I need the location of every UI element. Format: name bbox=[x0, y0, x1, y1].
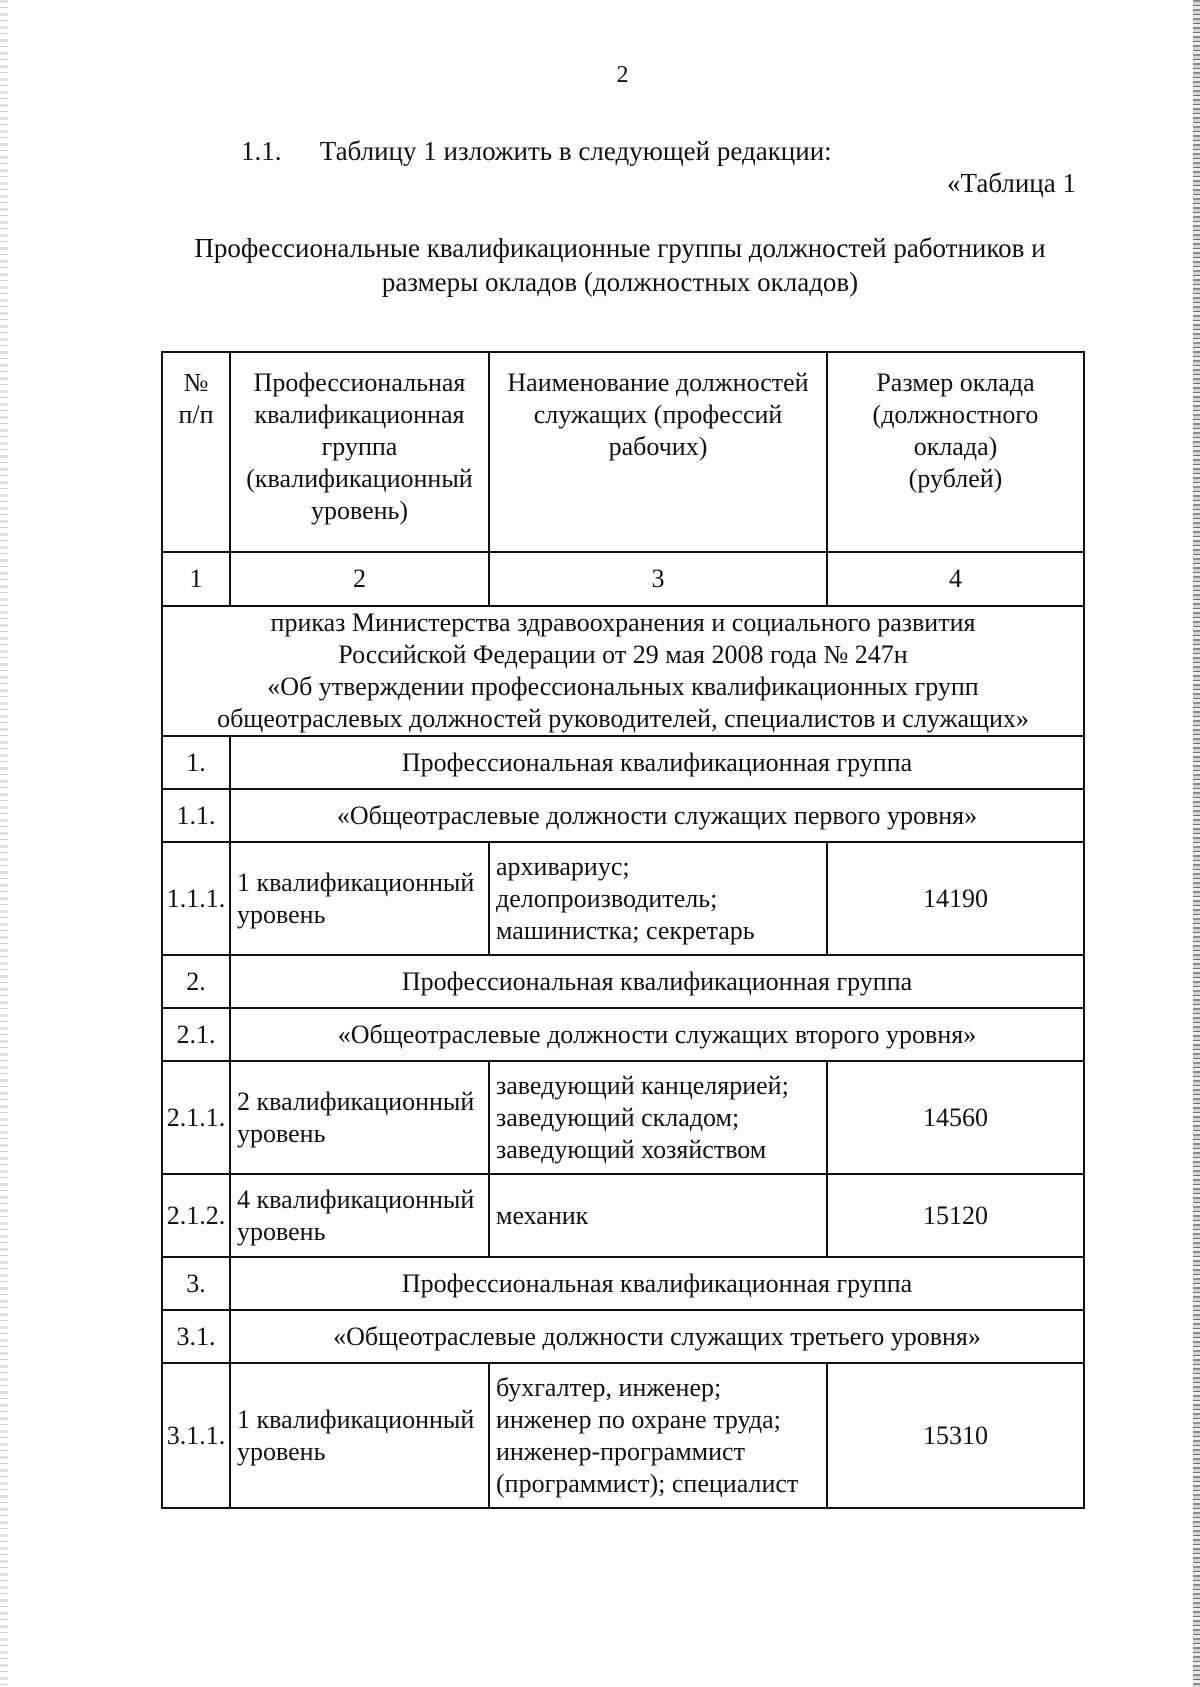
page-number: 2 bbox=[616, 62, 629, 88]
header-qualification-group bbox=[230, 352, 489, 552]
header-group-line-5: уровень) bbox=[310, 496, 409, 525]
section-title-line-4: общеотраслевых должностей руководителей, специалистов и служащих» bbox=[217, 704, 1029, 733]
table-row bbox=[162, 842, 1084, 955]
position-line-2: делопроизводитель; bbox=[496, 883, 718, 913]
document-title-line-2: размеры окладов (должностных окладов) bbox=[381, 267, 859, 297]
group-title: «Общеотраслевые должности служащих третьего уровня» bbox=[230, 1310, 1084, 1363]
qualification-level-line-2: уровень bbox=[237, 1118, 326, 1148]
qualification-level-line-1: 4 квалификационный bbox=[237, 1184, 475, 1214]
section-title-line-2: Российской Федерации от 29 мая 2008 года № 247н bbox=[338, 640, 908, 669]
header-positions-line-3: рабочих) bbox=[608, 432, 708, 461]
instruction-number: 1.1. bbox=[241, 136, 282, 166]
row-number: 2.1.1. bbox=[162, 1061, 230, 1174]
header-group-line-4: (квалификационный bbox=[246, 464, 473, 493]
header-group-line-2: квалификационная bbox=[254, 400, 465, 429]
table-caption: «Таблица 1 bbox=[947, 168, 1076, 198]
table-row bbox=[162, 955, 1084, 1008]
section-row bbox=[162, 606, 1084, 736]
qualification-level-line-1: 2 квалификационный bbox=[237, 1086, 475, 1116]
salary-table bbox=[161, 351, 1085, 1509]
qualification-level bbox=[230, 1174, 489, 1257]
salary-value: 15120 bbox=[827, 1174, 1084, 1257]
row-number: 3.1.1. bbox=[162, 1363, 230, 1508]
amendment-instruction bbox=[241, 136, 832, 167]
table-header-row bbox=[162, 352, 1084, 552]
qualification-level bbox=[230, 842, 489, 955]
position-line-4: (программист); специалист bbox=[496, 1468, 799, 1498]
table-row bbox=[162, 1363, 1084, 1508]
column-index-row bbox=[162, 552, 1084, 606]
table-row bbox=[162, 1174, 1084, 1257]
qualification-level-line-1: 1 квалификационный bbox=[237, 1404, 475, 1434]
header-salary-line-4: (рублей) bbox=[908, 464, 1003, 493]
header-number-line-2: п/п bbox=[178, 400, 214, 429]
row-number: 1.1.1. bbox=[162, 842, 230, 955]
position-line-1: механик bbox=[496, 1200, 589, 1230]
header-number-line-1: № bbox=[183, 368, 209, 397]
qualification-level-line-2: уровень bbox=[237, 899, 326, 929]
group-title: Профессиональная квалификационная группа bbox=[230, 1257, 1084, 1310]
position-line-3: инженер-программист bbox=[496, 1436, 745, 1466]
table-row bbox=[162, 1061, 1084, 1174]
group-title: Профессиональная квалификационная группа bbox=[230, 955, 1084, 1008]
table-row bbox=[162, 1310, 1084, 1363]
position-line-2: заведующий складом; bbox=[496, 1102, 740, 1132]
position-list bbox=[489, 1061, 827, 1174]
salary-value: 15310 bbox=[827, 1363, 1084, 1508]
position-line-3: заведующий хозяйством bbox=[496, 1134, 767, 1164]
row-number: 2. bbox=[162, 955, 230, 1008]
salary-value: 14190 bbox=[827, 842, 1084, 955]
instruction-text: Таблицу 1 изложить в следующей редакции: bbox=[319, 136, 832, 166]
header-salary-line-2: (должностного bbox=[872, 400, 1039, 429]
table-row bbox=[162, 1257, 1084, 1310]
position-list bbox=[489, 1363, 827, 1508]
position-line-1: заведующий канцелярией; bbox=[496, 1070, 789, 1100]
qualification-level-line-2: уровень bbox=[237, 1436, 326, 1466]
qualification-level-line-2: уровень bbox=[237, 1216, 326, 1246]
position-line-1: бухгалтер, инженер; bbox=[496, 1372, 722, 1402]
document-title bbox=[160, 231, 1080, 299]
header-salary bbox=[827, 352, 1084, 552]
row-number: 1.1. bbox=[162, 789, 230, 842]
position-list bbox=[489, 842, 827, 955]
header-position-names bbox=[489, 352, 827, 552]
scan-left-edge bbox=[0, 0, 8, 1687]
header-group-line-1: Профессиональная bbox=[253, 368, 466, 397]
column-index-4: 4 bbox=[827, 552, 1084, 606]
document-title-line-1: Профессиональные квалификационные группы должностей работников и bbox=[194, 233, 1046, 263]
table-row bbox=[162, 1008, 1084, 1061]
row-number: 1. bbox=[162, 736, 230, 789]
header-number bbox=[162, 352, 230, 552]
column-index-1: 1 bbox=[162, 552, 230, 606]
table-row bbox=[162, 789, 1084, 842]
scan-right-edge bbox=[1193, 0, 1200, 1687]
salary-value: 14560 bbox=[827, 1061, 1084, 1174]
row-number: 3.1. bbox=[162, 1310, 230, 1363]
header-salary-line-3: оклада) bbox=[913, 432, 998, 461]
position-line-2: инженер по охране труда; bbox=[496, 1404, 781, 1434]
qualification-level-line-1: 1 квалификационный bbox=[237, 867, 475, 897]
group-title: Профессиональная квалификационная группа bbox=[230, 736, 1084, 789]
header-salary-line-1: Размер оклада bbox=[876, 368, 1035, 397]
qualification-level bbox=[230, 1363, 489, 1508]
row-number: 2.1.2. bbox=[162, 1174, 230, 1257]
row-number: 2.1. bbox=[162, 1008, 230, 1061]
column-index-2: 2 bbox=[230, 552, 489, 606]
position-line-3: машинистка; секретарь bbox=[496, 915, 755, 945]
position-line-1: архивариус; bbox=[496, 851, 630, 881]
section-title-line-1: приказ Министерства здравоохранения и социального развития bbox=[270, 608, 976, 637]
section-title-line-3: «Об утверждении профессиональных квалификационных групп bbox=[267, 672, 979, 701]
header-positions-line-1: Наименование должностей bbox=[507, 368, 809, 397]
section-title bbox=[162, 606, 1084, 736]
column-index-3: 3 bbox=[489, 552, 827, 606]
group-title: «Общеотраслевые должности служащих первого уровня» bbox=[230, 789, 1084, 842]
row-number: 3. bbox=[162, 1257, 230, 1310]
table-row bbox=[162, 736, 1084, 789]
header-group-line-3: группа bbox=[321, 432, 398, 461]
qualification-level bbox=[230, 1061, 489, 1174]
group-title: «Общеотраслевые должности служащих второго уровня» bbox=[230, 1008, 1084, 1061]
header-positions-line-2: служащих (профессий bbox=[533, 400, 783, 429]
position-list bbox=[489, 1174, 827, 1257]
